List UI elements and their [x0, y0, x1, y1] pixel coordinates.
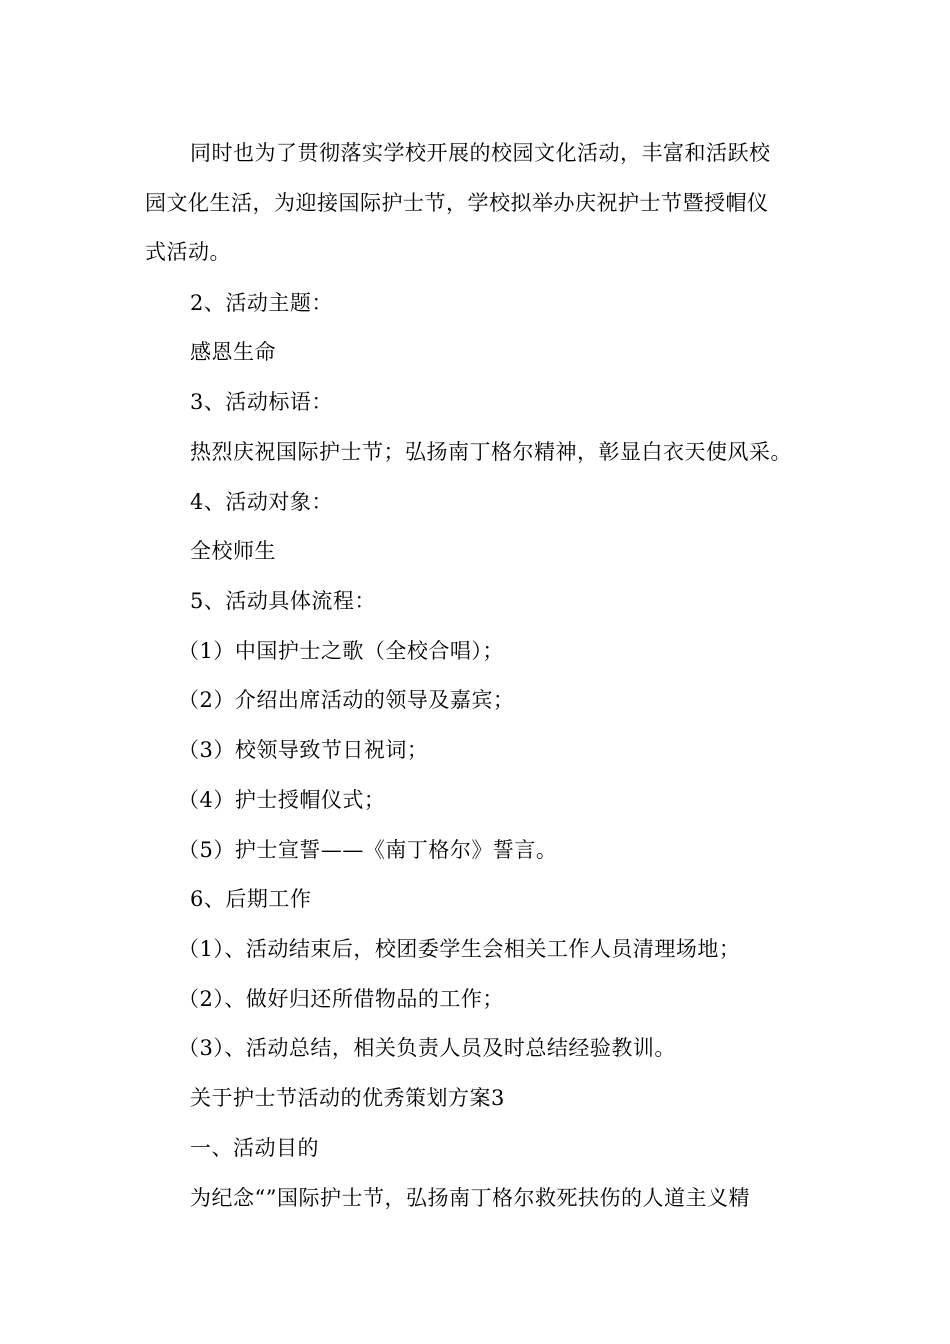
section-heading: 2、活动主题：	[190, 291, 333, 315]
list-item: （3）、活动总结，相关负责人员及时总结经验教训。	[178, 1036, 676, 1060]
section-heading: 3、活动标语：	[190, 390, 333, 414]
section-heading: 4、活动对象：	[190, 490, 333, 514]
paragraph-line: 同时也为了贯彻落实学校开展的校园文化活动，丰富和活跃校	[190, 141, 771, 165]
list-item: （3）校领导致节日祝词；	[178, 738, 429, 762]
section-body: 全校师生	[190, 539, 276, 563]
list-item: （1）中国护士之歌（全校合唱）；	[178, 639, 504, 663]
list-item: （2）、做好归还所借物品的工作；	[178, 987, 504, 1011]
section-heading: 一、活动目的	[190, 1136, 319, 1160]
paragraph-line: 式活动。	[145, 240, 231, 264]
list-item: （2）介绍出席活动的领导及嘉宾；	[178, 688, 515, 712]
section-heading: 5、活动具体流程：	[190, 589, 376, 613]
list-item: （5）护士宣誓——《南丁格尔》誓言。	[178, 838, 558, 862]
list-item: （1）、活动结束后，校团委学生会相关工作人员清理场地；	[178, 937, 741, 961]
plan-title: 关于护士节活动的优秀策划方案3	[190, 1086, 505, 1110]
paragraph-line: 园文化生活，为迎接国际护士节，学校拟举办庆祝护士节暨授帽仪	[145, 191, 769, 215]
section-body: 为纪念“”国际护士节，弘扬南丁格尔救死扶伤的人道主义精	[190, 1186, 750, 1210]
section-body: 感恩生命	[190, 340, 276, 364]
list-item: （4）护士授帽仪式；	[178, 788, 386, 812]
section-body: 热烈庆祝国际护士节；弘扬南丁格尔精神，彰显白衣天使风采。	[190, 440, 792, 464]
section-heading: 6、后期工作	[190, 887, 312, 911]
